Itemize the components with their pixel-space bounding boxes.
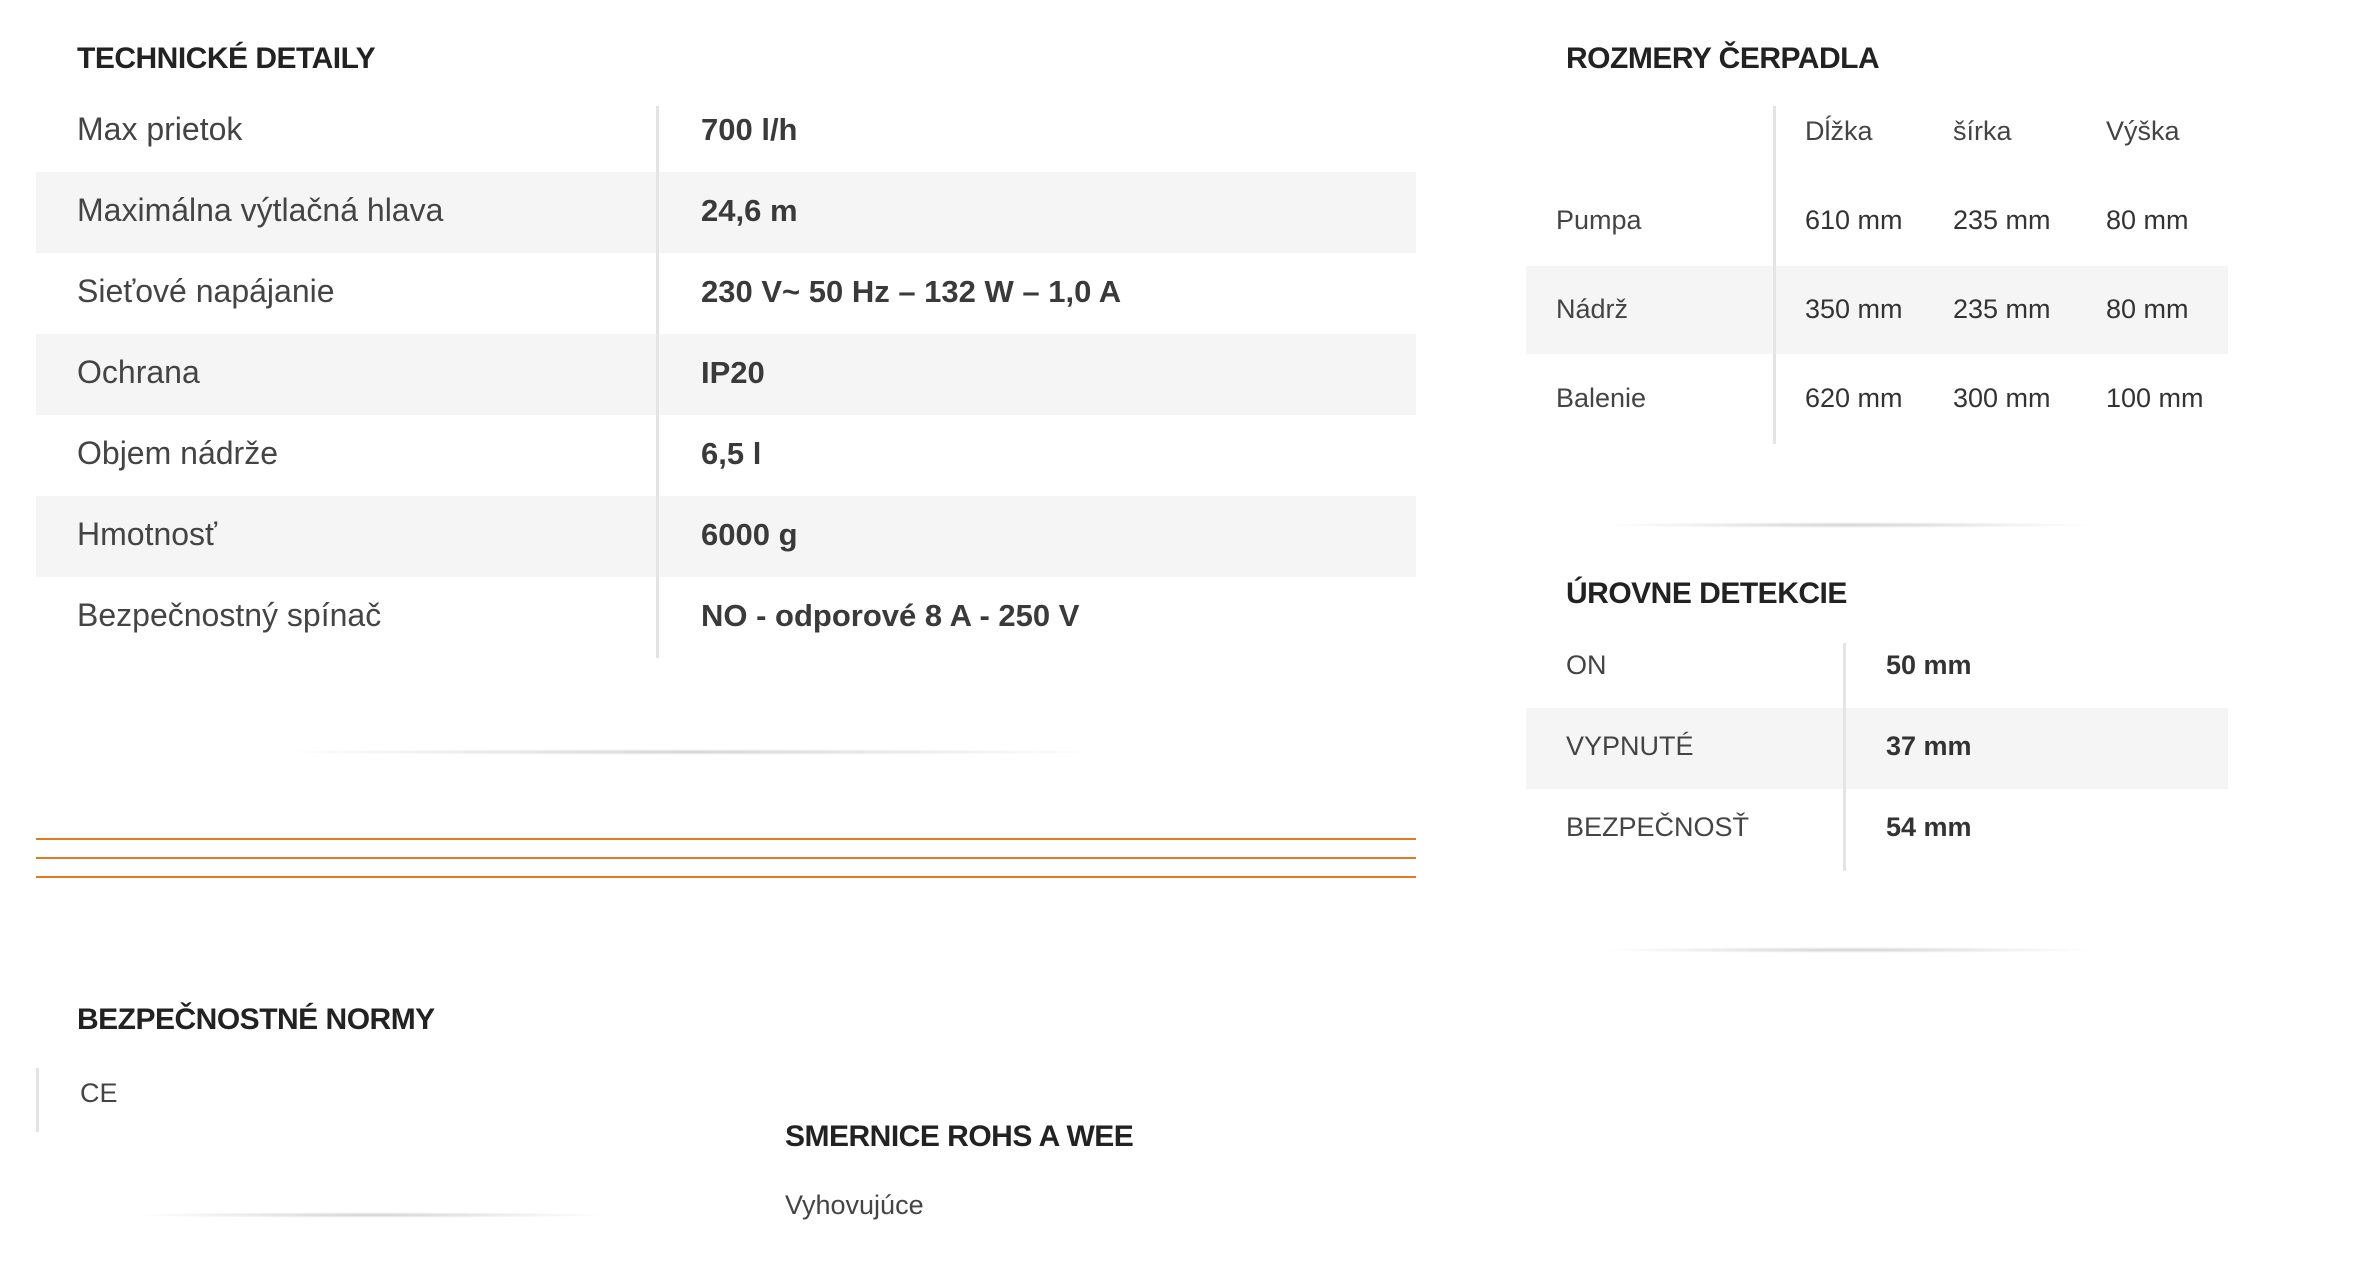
column-header: Výška — [2106, 116, 2180, 146]
accent-rule — [36, 857, 1416, 859]
column-header: šírka — [1953, 116, 2012, 146]
accent-rule — [36, 838, 1416, 840]
column-divider — [1773, 106, 1776, 444]
accent-rule — [36, 876, 1416, 878]
spec-label: Maximálna výtlačná hlava — [77, 192, 444, 228]
cell-value: 80 mm — [2106, 294, 2189, 324]
spec-value: NO - odporové 8 A - 250 V — [701, 598, 1080, 633]
cell-value: 235 mm — [1953, 294, 2051, 324]
row-label: Pumpa — [1556, 205, 1642, 235]
section-shadow-divider — [1600, 947, 2100, 953]
spec-value: 230 V~ 50 Hz – 132 W – 1,0 A — [701, 274, 1122, 309]
cell-value: 300 mm — [1953, 383, 2051, 413]
row-label: ON — [1566, 650, 1607, 680]
cell-value: 235 mm — [1953, 205, 2051, 235]
row-label: Nádrž — [1556, 294, 1629, 324]
rohs-title: SMERNICE ROHS A WEE — [785, 1120, 1134, 1153]
spec-value: 6,5 l — [701, 436, 762, 471]
spec-value: 700 l/h — [701, 112, 798, 147]
row-label: Balenie — [1556, 383, 1647, 413]
section-shadow-divider — [270, 749, 1110, 755]
row-label: BEZPEČNOSŤ — [1566, 812, 1750, 842]
cell-value: 80 mm — [2106, 205, 2189, 235]
spec-value: 24,6 m — [701, 193, 798, 228]
dimensions-title: ROZMERY ČERPADLA — [1566, 42, 1880, 75]
spec-value: IP20 — [701, 355, 765, 390]
spec-label: Hmotnosť — [77, 516, 218, 552]
detection-levels-title: ÚROVNE DETEKCIE — [1566, 577, 1847, 610]
cell-value: 54 mm — [1886, 812, 1972, 842]
cell-value: 610 mm — [1805, 205, 1903, 235]
cell-value: 50 mm — [1886, 650, 1972, 680]
section-shadow-divider — [130, 1212, 610, 1218]
cell-value: 350 mm — [1805, 294, 1903, 324]
spec-label: Max prietok — [77, 111, 243, 147]
safety-norms-title: BEZPEČNOSTNÉ NORMY — [77, 1003, 435, 1036]
spec-label: Bezpečnostný spínač — [77, 597, 382, 633]
spec-label: Ochrana — [77, 354, 200, 390]
row-label: VYPNUTÉ — [1566, 731, 1694, 761]
rohs-value: Vyhovujúce — [785, 1190, 924, 1220]
column-divider — [1843, 643, 1846, 871]
cell-value: 37 mm — [1886, 731, 1972, 761]
column-divider — [656, 106, 659, 658]
spec-label: Sieťové napájanie — [77, 273, 335, 309]
column-divider — [36, 1068, 39, 1132]
spec-label: Objem nádrže — [77, 435, 278, 471]
tech-details-title: TECHNICKÉ DETAILY — [77, 42, 376, 75]
column-header: Dĺžka — [1805, 116, 1873, 146]
cell-value: 620 mm — [1805, 383, 1903, 413]
spec-value: 6000 g — [701, 517, 798, 552]
section-shadow-divider — [1600, 522, 2100, 528]
cell-value: 100 mm — [2106, 383, 2204, 413]
safety-norms-value: CE — [80, 1078, 118, 1108]
